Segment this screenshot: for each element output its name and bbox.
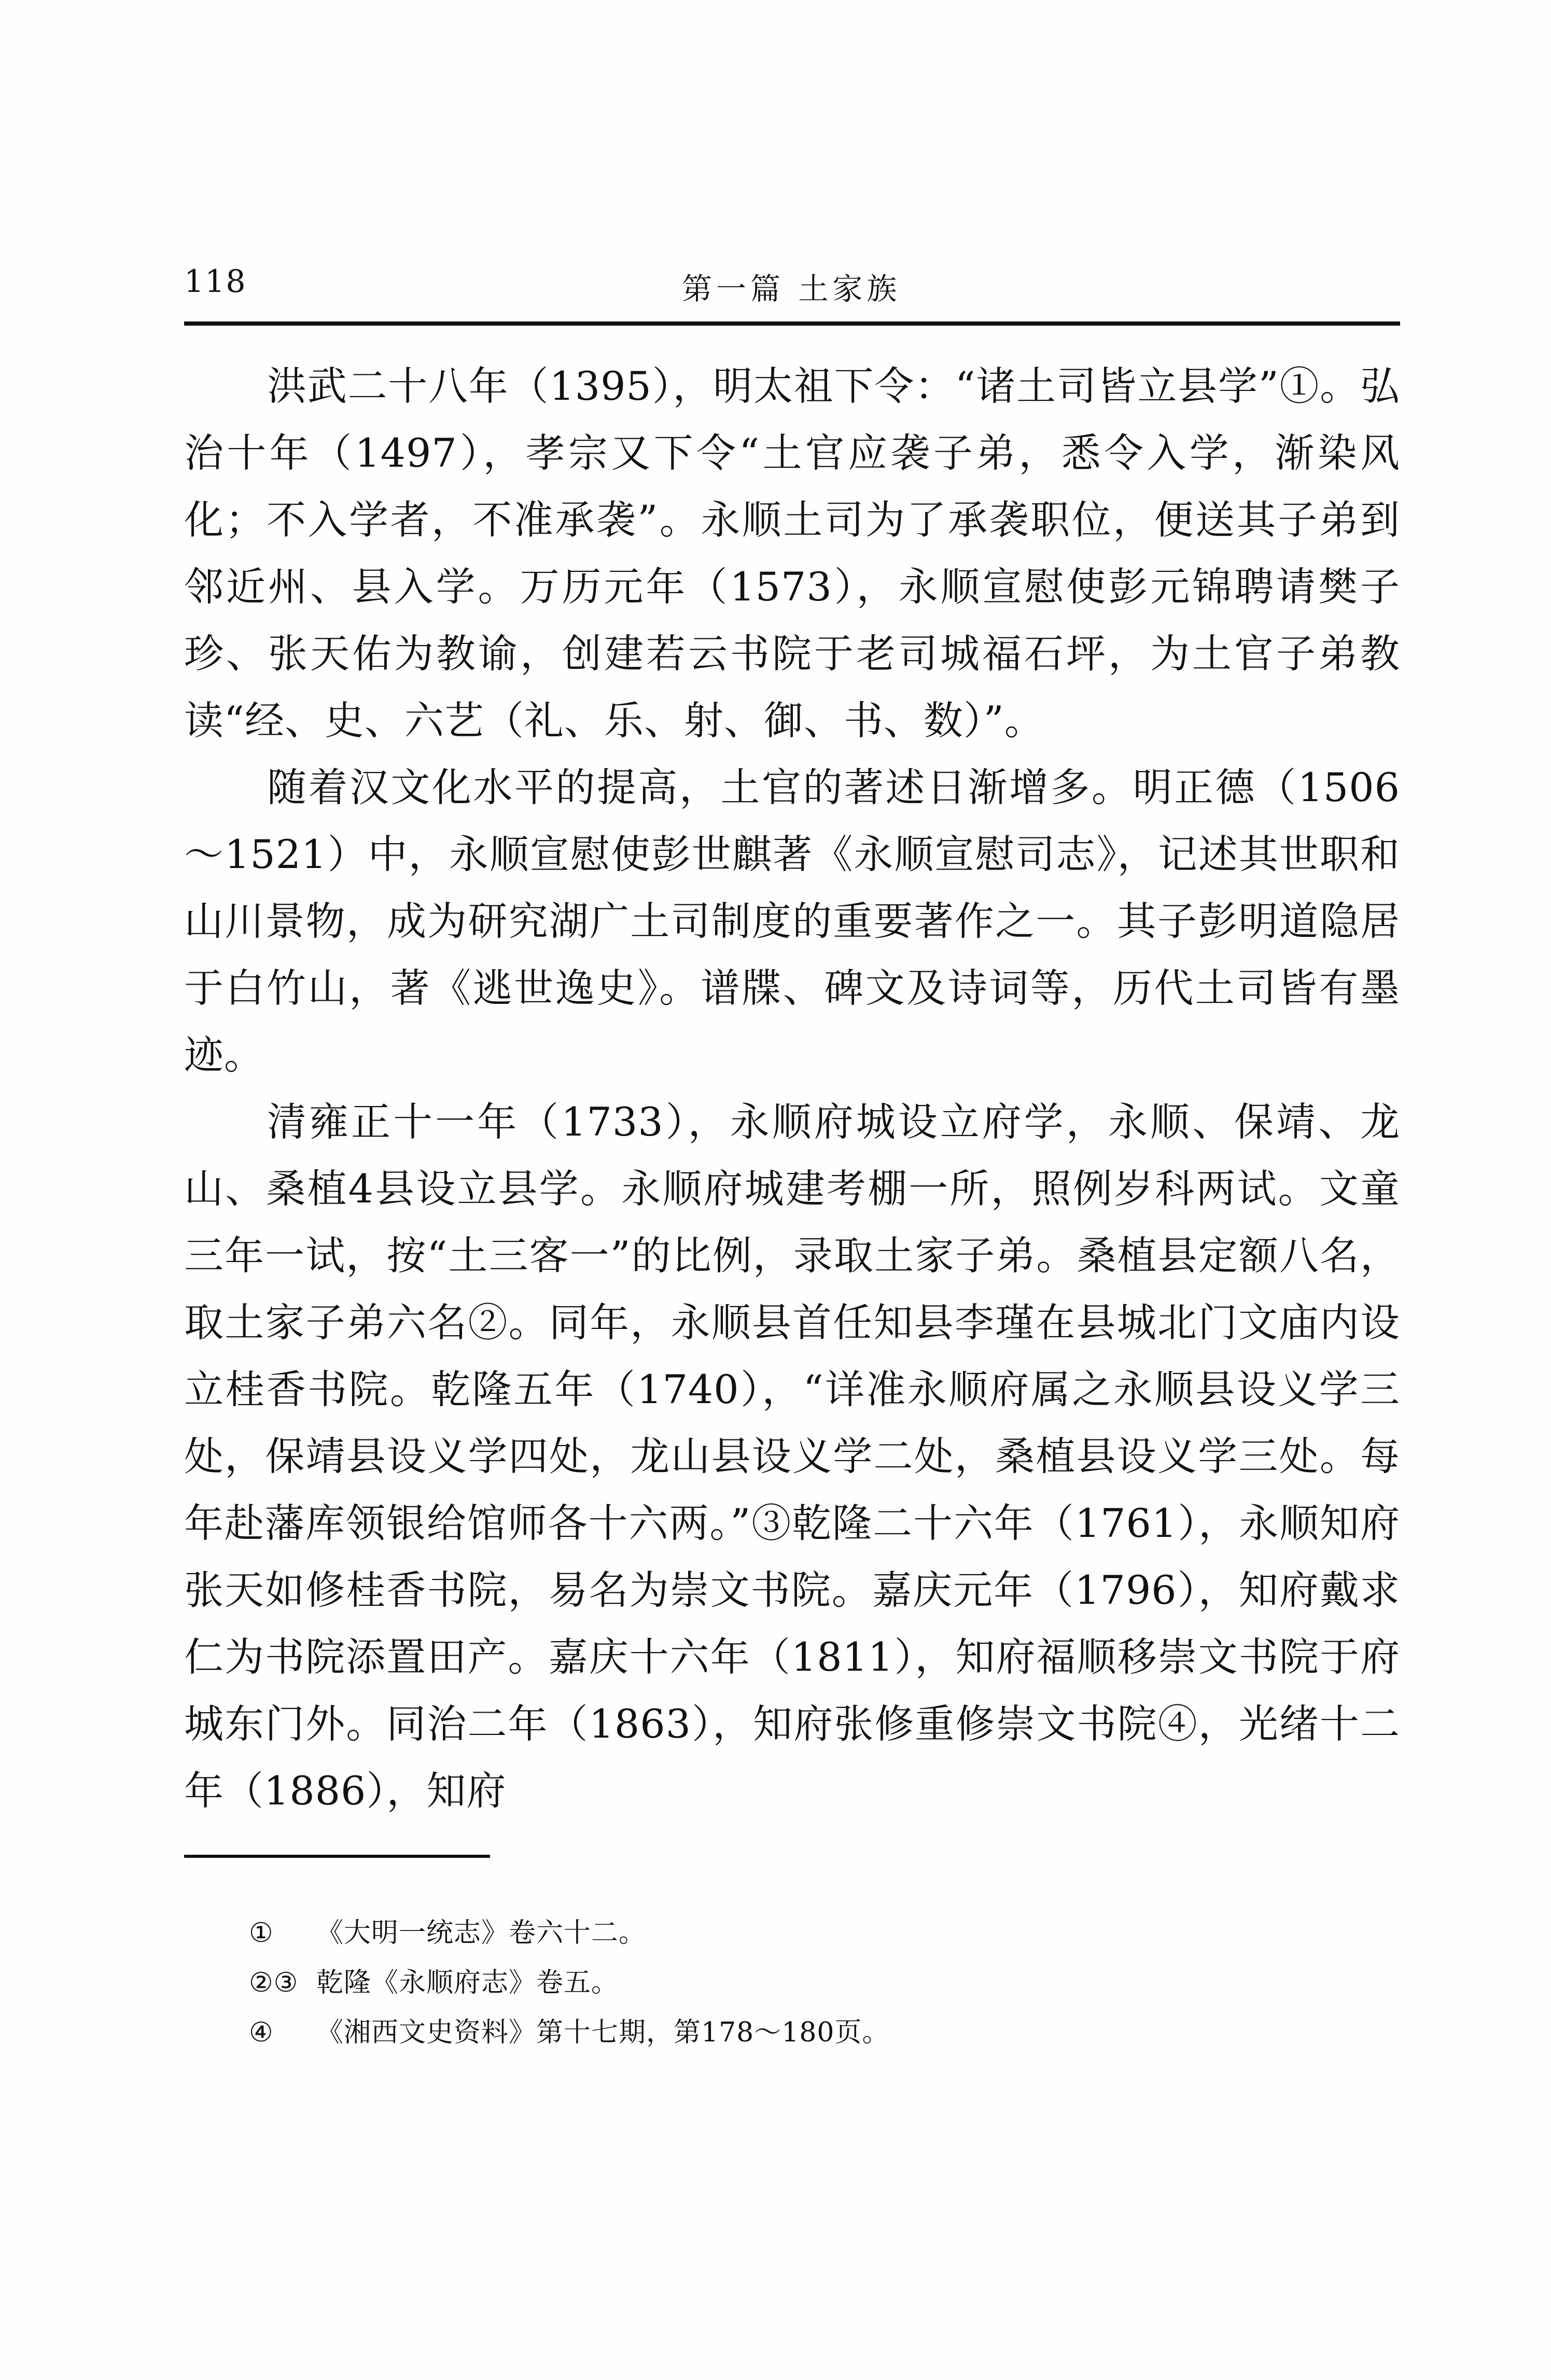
footnote-text: 《大明一统志》卷六十二。	[316, 1917, 647, 1949]
body-text	[184, 353, 1400, 1824]
running-head: 第一篇 土家族	[682, 271, 901, 306]
paragraph-1: 洪武二十八年（1395），明太祖下令：“诸土司皆立县学”①。弘治十年（1497），孝宗又下令“土官应袭子弟，悉令入学，渐染风化；不入学者，不准承袭”。永顺土司为了承袭职位，便送其子弟到邻近州、县入学。万历元年（1573），永顺宣慰使彭元锦聘请樊子珍、张天佑为教谕，创建若云书院于老司城福石坪，为土官子弟教读“经、史、六艺（礼、乐、射、御、书、数）”。	[184, 363, 1400, 744]
footnote-mark: ①	[249, 1917, 274, 1949]
page-header	[184, 259, 1400, 321]
footnote-rule	[184, 1855, 490, 1858]
footnotes	[249, 1908, 1286, 2057]
footnote-1	[249, 1908, 1286, 1958]
paragraph-3: 清雍正十一年（1733），永顺府城设立府学，永顺、保靖、龙山、桑植4县设立县学。永顺府城建考棚一所，照例岁科两试。文童三年一试，按“土三客一”的比例，录取土家子弟。桑植县定额八名，取土家子弟六名②。同年，永顺县首任知县李瑾在县城北门文庙内设立桂香书院。乾隆五年（1740），“详准永顺府属之永顺县设义学三处，保靖县设义学四处，龙山县设义学二处，桑植县设义学三处。每年赴藩库领银给馆师各十六两。”③乾隆二十六年（1761），永顺知府张天如修桂香书院，易名为崇文书院。嘉庆元年（1796），知府戴求仁为书院添置田产。嘉庆十六年（1811），知府福顺移崇文书院于府城东门外。同治二年（1863），知府张修重修崇文书院④，光绪十二年（1886），知府	[184, 1099, 1400, 1814]
header-rule	[184, 321, 1400, 326]
footnote-mark: ④	[249, 2017, 274, 2048]
footnote-text: 乾隆《永顺府志》卷五。	[316, 1967, 619, 1998]
footnote-2	[249, 1958, 1286, 2008]
page-number: 118	[184, 263, 247, 300]
footnote-mark: ②③	[249, 1967, 299, 1998]
paragraph-2: 随着汉文化水平的提高，土官的著述日渐增多。明正德（1506～1521）中，永顺宣慰使彭世麒著《永顺宣慰司志》，记述其世职和山川景物，成为研究湖广土司制度的重要著作之一。其子彭明道隐居于白竹山，著《逃世逸史》。谱牒、碑文及诗词等，历代土司皆有墨迹。	[184, 764, 1400, 1078]
footnote-text: 《湘西文史资料》第十七期，第178～180页。	[316, 2017, 890, 2048]
footnote-3	[249, 2008, 1286, 2057]
